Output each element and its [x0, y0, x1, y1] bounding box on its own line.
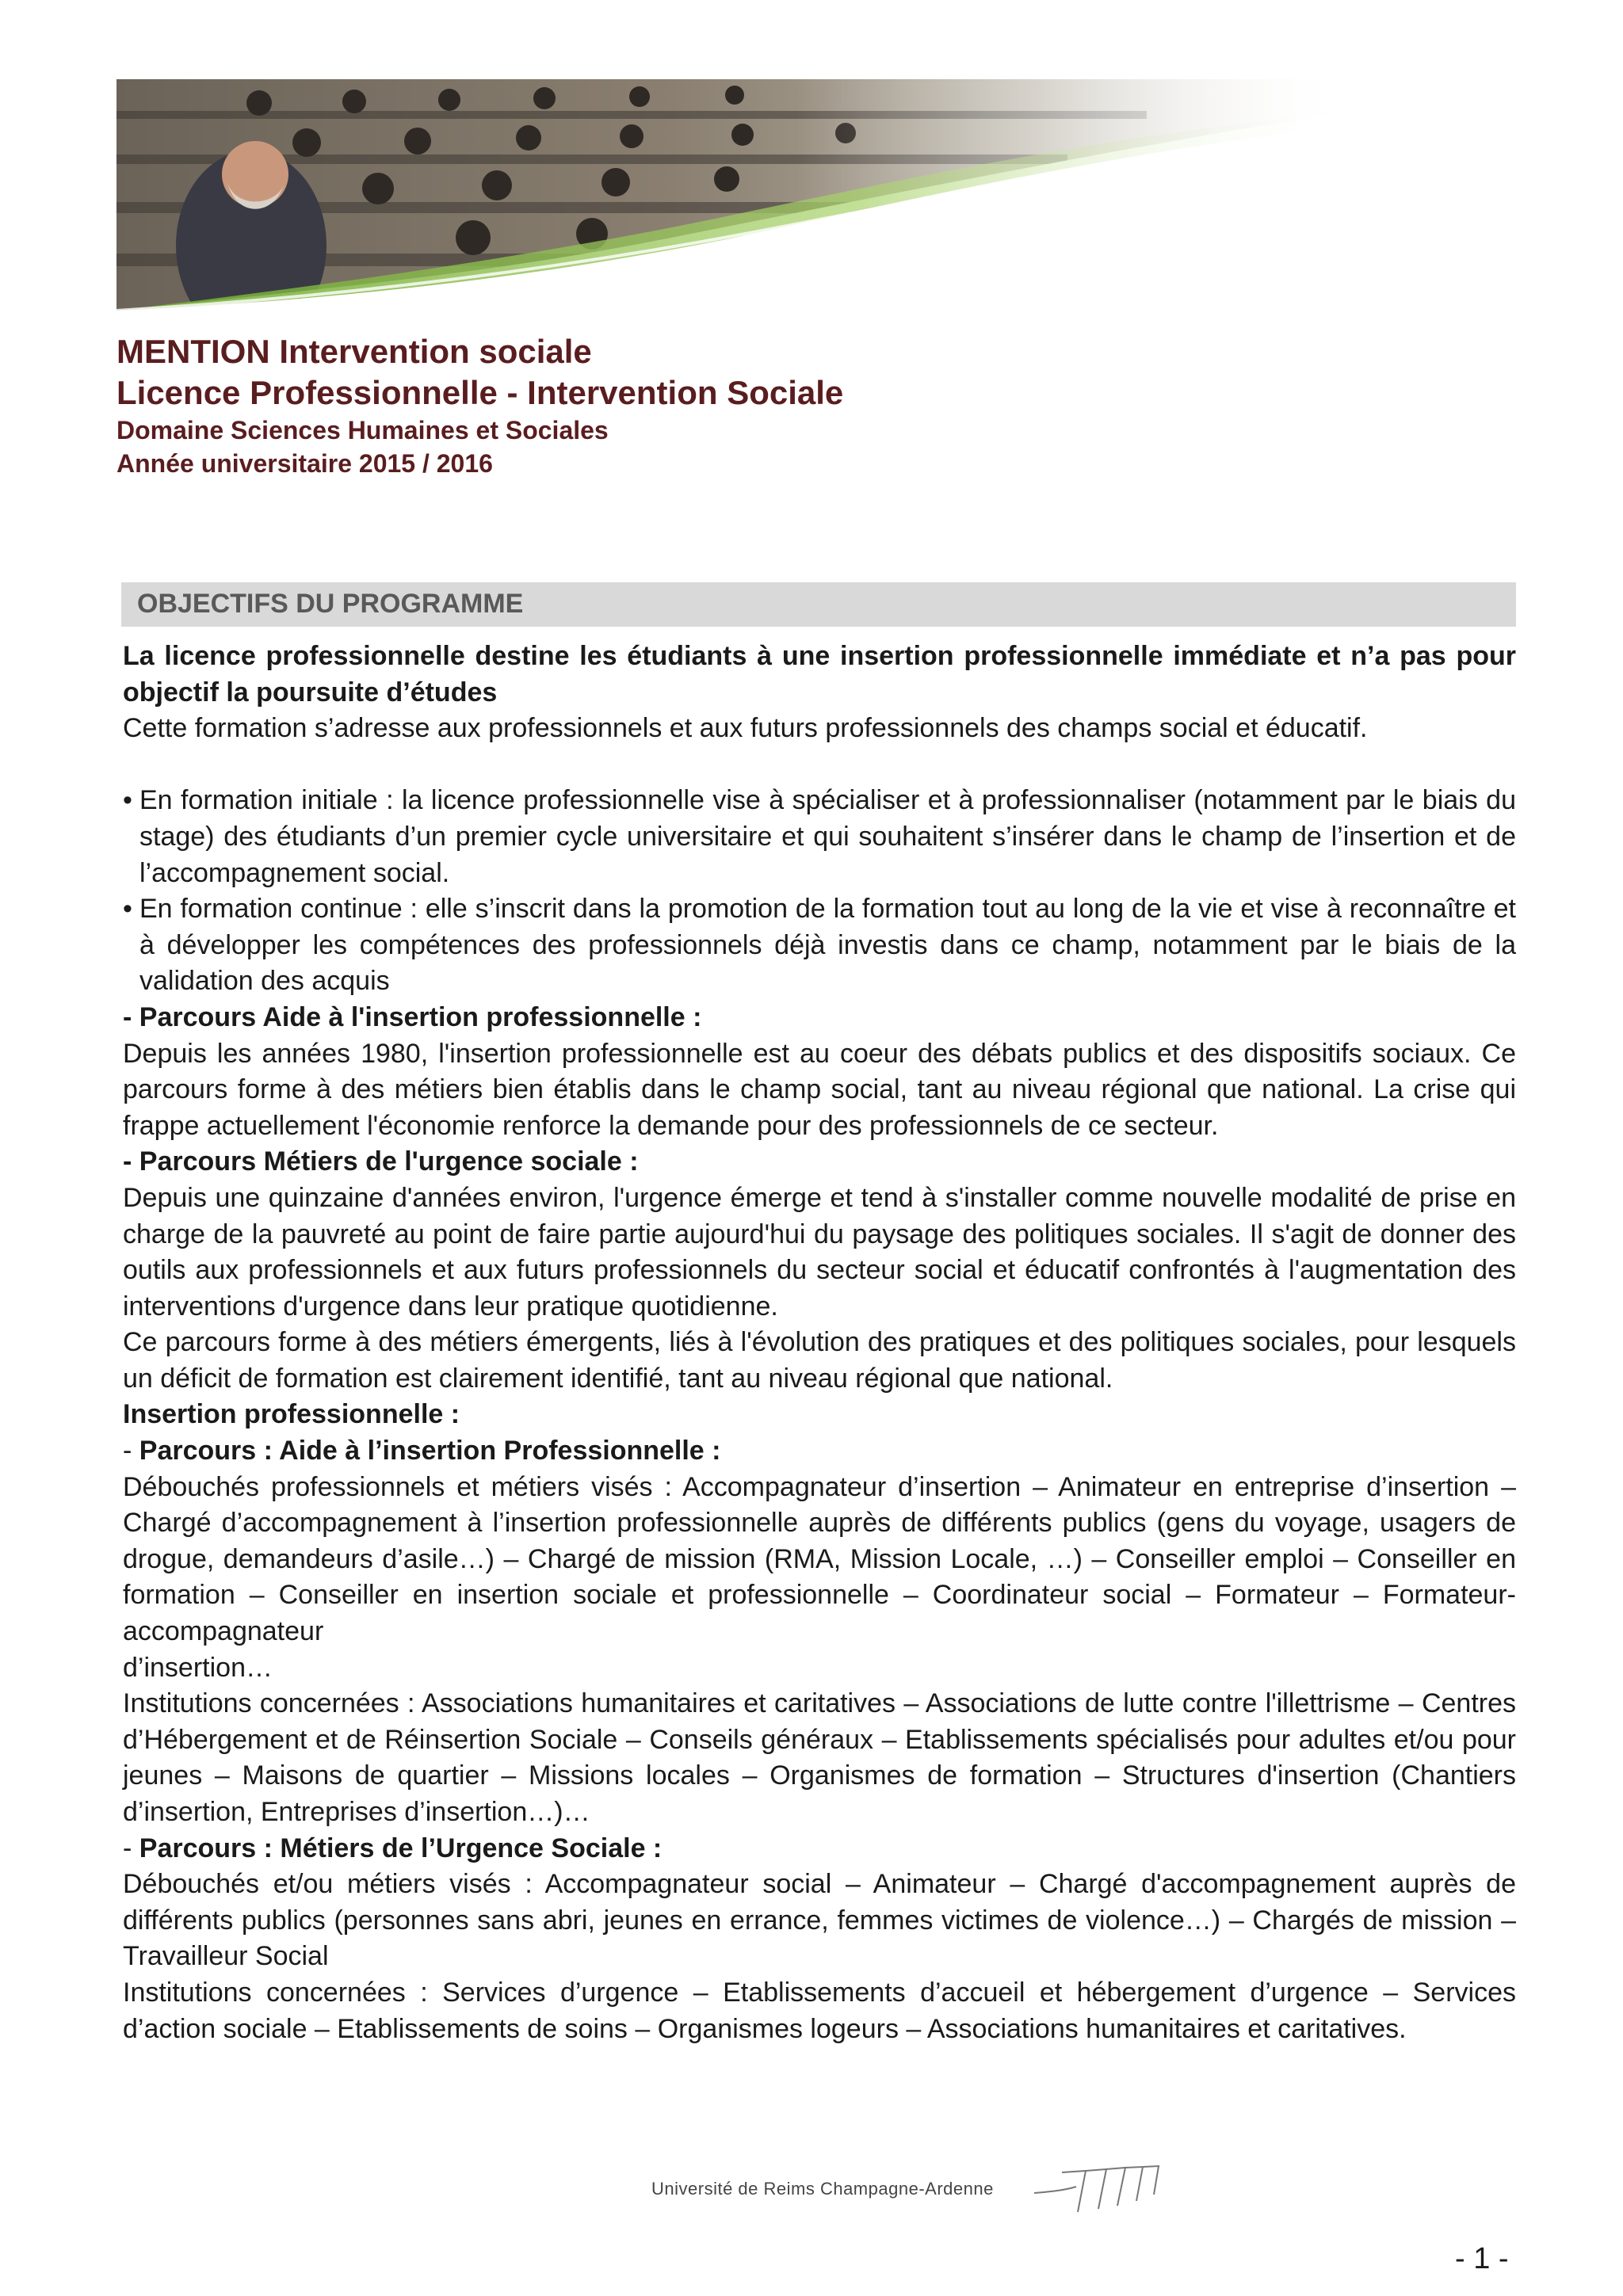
- aide-debouches-end: d’insertion…: [123, 1652, 273, 1683]
- aide-debouches: Débouchés professionnels et métiers visés : Accompagnateur d’insertion – Animateur en entreprise d’insertion – Chargé d’accompagnement à l’insertion professionnelle auprès de différents publics (gens du voyage, usagers de drogue, demandeurs d’asile…) – Chargé de mission (RMA, Mission Locale, …) – Conseiller emploi – Conseiller en formation – Conseiller en insertion sociale et professionnelle – Coordinateur social – Formateur – Formateur-accompagnateur: [123, 1471, 1516, 1647]
- bullet-text: En formation initiale : la licence professionnelle vise à spécialiser et à professionnaliser (notamment par le biais du stage) des étudiants d’un premier cycle universitaire et qui souhaitent s’insérer dans le champ de l’insertion et de l’accompagnement social.: [139, 785, 1516, 888]
- parcours-paragraph: Depuis une quinzaine d'années environ, l'urgence émerge et tend à s'installer comme nouvelle modalité de prise en charge de la pauvreté au point de faire partie aujourd'hui du paysage des politiques sociales. Il s'agit de donner des outils aux professionnels et aux futurs professionnels du secteur social et éducatif confrontés à l'augmentation des interventions d'urgence dans leur pratique quotidienne.: [123, 1182, 1516, 1322]
- aide-institutions: Institutions concernées : Associations humanitaires et caritatives – Associations de lutte contre l'illettrisme – Centres d’Hébergement et de Réinsertion Sociale – Conseils généraux – Etablissements spécialisés pour adultes et/ou pour jeunes – Maisons de quartier – Missions locales – Organismes de formation – Structures d'insertion (Chantiers d’insertion, Entreprises d’insertion…)…: [123, 1688, 1516, 1827]
- section-title: OBJECTIFS DU PROGRAMME: [137, 589, 524, 619]
- parcours-paragraph: Depuis les années 1980, l'insertion professionnelle est au coeur des débats publics et des dispositifs sociaux. Ce parcours forme à des métiers bien établis dans le champ social, tant au niveau régional que national. La crise qui frappe actuellement l'économie renforce la demande pour des professionnels de ce secteur.: [123, 1038, 1516, 1141]
- parcours-heading: - Parcours Métiers de l'urgence sociale :: [123, 1146, 639, 1177]
- licence-title: Licence Professionnelle - Intervention Sociale: [116, 374, 844, 411]
- bullet-icon: •: [123, 894, 132, 925]
- aide-dash: -: [123, 1436, 139, 1466]
- aide-heading-line: [123, 1433, 1516, 1470]
- document-body: [123, 639, 1516, 2047]
- insertion-heading: Insertion professionnelle :: [123, 1399, 460, 1430]
- document-header: [116, 331, 1511, 480]
- intro-paragraph: Cette formation s’adresse aux professionnels et aux futurs professionnels des champs social et éducatif.: [123, 713, 1368, 744]
- bullet-item: [123, 783, 1516, 891]
- paragraph-gap: [123, 747, 1516, 784]
- footer-university-logo: [650, 2163, 1165, 2218]
- bullet-text: En formation continue : elle s’inscrit dans la promotion de la formation tout au long de la vie et vise à reconnaître et à développer les compétences des professionnels déjà investis dans ce champ, notamment par le biais de la validation des acquis: [139, 894, 1516, 997]
- urgence-heading-line: [123, 1831, 1516, 1867]
- section-header-bar: [121, 582, 1516, 627]
- urgence-institutions: Institutions concernées : Services d’urgence – Etablissements d’accueil et hébergement d’urgence – Services d’action sociale – Etablissements de soins – Organismes logeurs – Associations humanitaires et caritatives.: [123, 1977, 1516, 2044]
- mention-title: MENTION Intervention sociale: [116, 333, 592, 370]
- lecture-hall-photo: [116, 79, 1353, 311]
- bullet-icon: •: [123, 785, 132, 816]
- urgence-debouches: Débouchés et/ou métiers visés : Accompagnateur social – Animateur – Chargé d'accompagnement auprès de différents publics (personnes sans abri, jeunes en errance, femmes victimes de violence…) – Chargés de mission – Travailleur Social: [123, 1869, 1516, 1972]
- page-number: - 1 -: [1455, 2242, 1509, 2275]
- domaine-subtitle: Domaine Sciences Humaines et Sociales: [116, 416, 609, 444]
- urgence-dash: -: [123, 1833, 139, 1863]
- aide-heading: Parcours : Aide à l’insertion Professionnelle :: [139, 1436, 721, 1466]
- header-banner-image: [116, 79, 1353, 311]
- urca-logo-icon: [1030, 2163, 1165, 2218]
- intro-bold-paragraph: La licence professionnelle destine les étudiants à une insertion professionnelle immédiate et n’a pas pour objectif la poursuite d’études: [123, 641, 1516, 707]
- parcours-heading: - Parcours Aide à l'insertion professionnelle :: [123, 1001, 702, 1032]
- bullet-item: [123, 891, 1516, 1000]
- annee-subtitle: Année universitaire 2015 / 2016: [116, 449, 493, 478]
- urgence-heading: Parcours : Métiers de l’Urgence Sociale :: [139, 1833, 663, 1863]
- parcours-paragraph: Ce parcours forme à des métiers émergents, liés à l'évolution des pratiques et des politiques sociales, pour lesquels un déficit de formation est clairement identifié, tant au niveau régional que national.: [123, 1327, 1516, 1394]
- university-name: Université de Reims Champagne-Ardenne: [651, 2179, 994, 2199]
